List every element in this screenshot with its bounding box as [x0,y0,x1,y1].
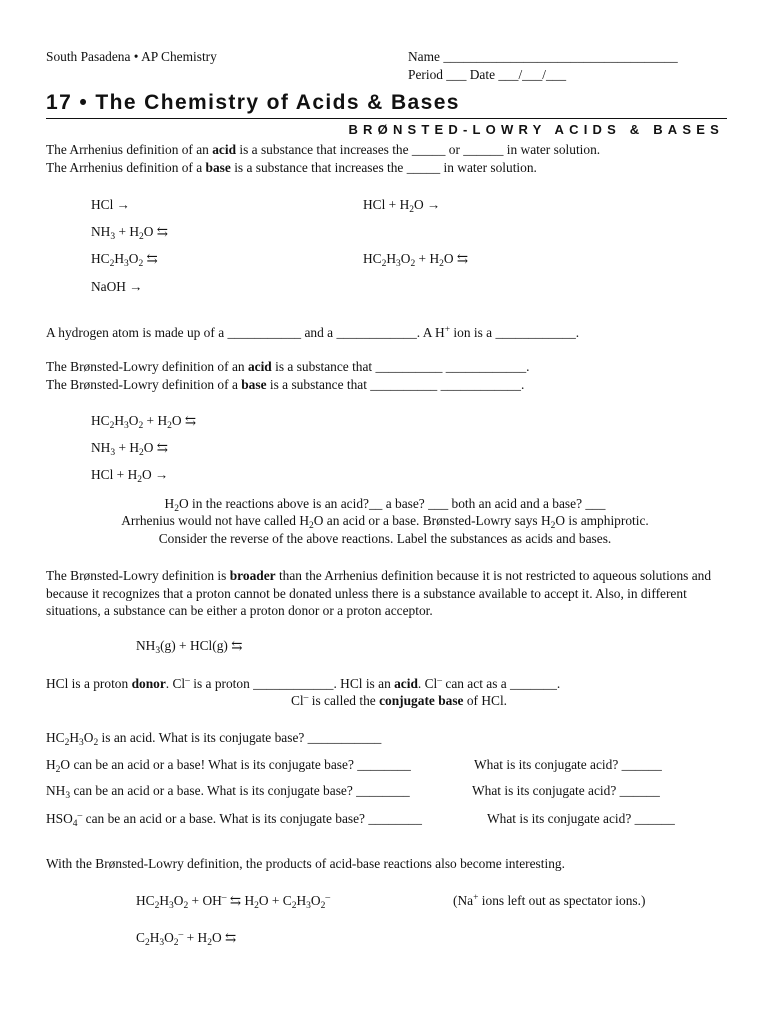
water-role-question: $H_2O$ in the reactions above is an acid?__ a base? ___ both an acid and a base? ___ [164,496,606,514]
bl-base-definition: The Brønsted-Lowry definition of a base is a substance that __________ ____________. [46,377,525,392]
title-divider [46,118,727,119]
rx2-hcl-water: HCl + $H_2O$ → [91,467,169,485]
products-statement: With the Brønsted-Lowry definition, the products of acid-base reactions also become interesting. [46,856,565,871]
rx-acetic-acid-water: $HC_2H_3O_2 + H_2O$ ⇆ [363,251,469,269]
rx-hcl: HCl → [91,197,131,212]
page-title: 17 • The Chemistry of Acids & Bases [46,91,460,114]
conjugate-q-water-acid: What is its conjugate acid? ______ [474,757,662,772]
arrhenius-acid-definition: The Arrhenius definition of an acid is a substance that increases the _____ or ______ in water solution. [46,142,601,157]
conjugate-q-nh3-base: $NH_3$ can be an acid or a base. What is its conjugate base? ________ [46,783,410,801]
spectator-ion-note: (Na+ ions left out as spectator ions.) [453,893,646,908]
rx-nh3-water: $NH_3 + H_2O$ ⇆ [91,224,169,242]
reverse-reaction-instruction: Consider the reverse of the above reactions. Label the substances as acids and bases. [158,531,612,546]
arrhenius-base-definition: The Arrhenius definition of a base is a substance that increases the _____ in water solution. [46,160,537,175]
bl-acid-definition: The Brønsted-Lowry definition of an acid is a substance that __________ ____________. [46,359,530,374]
conjugate-q-acetic: $HC_2H_3O_2$ is an acid. What is its conjugate base? ___________ [46,730,382,748]
rx-acetate-water: $C_2H_3O_2^- + H_2O$ ⇆ [136,930,237,948]
conjugate-q-hso4-acid: What is its conjugate acid? ______ [487,811,675,826]
conjugate-q-nh3-acid: What is its conjugate acid? ______ [472,783,660,798]
rx-hcl-water: HCl + $H_2O$ → [363,197,441,215]
rx-nh3-hcl-gas: $NH_3(g) + HCl(g)$ ⇆ [136,638,243,656]
proton-donor-statement: HCl is a proton donor. Cl– is a proton ____________. HCl is an acid. Cl– can act as a _______. [46,676,561,691]
rx-acetic-acid: $HC_2H_3O_2$ ⇆ [91,251,158,269]
conjugate-q-hso4-base: $HSO_4^-$ can be an acid or a base. What is its conjugate base? ________ [46,811,422,829]
name-field-line: Name ___________________________________ [408,49,678,64]
rx-naoh: NaOH → [91,279,143,294]
conjugate-q-water-base: $H_2O$ can be an acid or a base! What is its conjugate base? ________ [46,757,411,775]
broader-definition-paragraph: The Brønsted-Lowry definition is broader than the Arrhenius definition because it is not restricted to aqueous solutions and because it recognizes that a proton cannot be donated unless there is a substance available to accept it. Also, in different situations, a substance can be either a proton donor or a proton acceptor. [46,568,712,618]
rx-acetic-hydroxide: $HC_2H_3O_2 + OH^-$ ⇆ $H_2O + C_2H_3O_2^-$ [136,893,331,911]
conjugate-base-statement: Cl– is called the conjugate base of HCl. [291,693,508,708]
course-label: South Pasadena • AP Chemistry [46,49,217,64]
section-title: BRØNSTED-LOWRY ACIDS & BASES [348,122,724,137]
amphiprotic-note: Arrhenius would not have called $H_2O$ an acid or a base. Brønsted-Lowry says $H_2O$ is amphiprotic. [121,513,649,531]
hydrogen-atom-question: A hydrogen atom is made up of a ___________ and a ____________. A H+ ion is a ____________. [46,325,580,340]
rx2-nh3-water: $NH_3 + H_2O$ ⇆ [91,440,169,458]
rx2-acetic-acid-water: $HC_2H_3O_2 + H_2O$ ⇆ [91,413,197,431]
period-date-line: Period ___ Date ___/___/___ [408,67,567,82]
